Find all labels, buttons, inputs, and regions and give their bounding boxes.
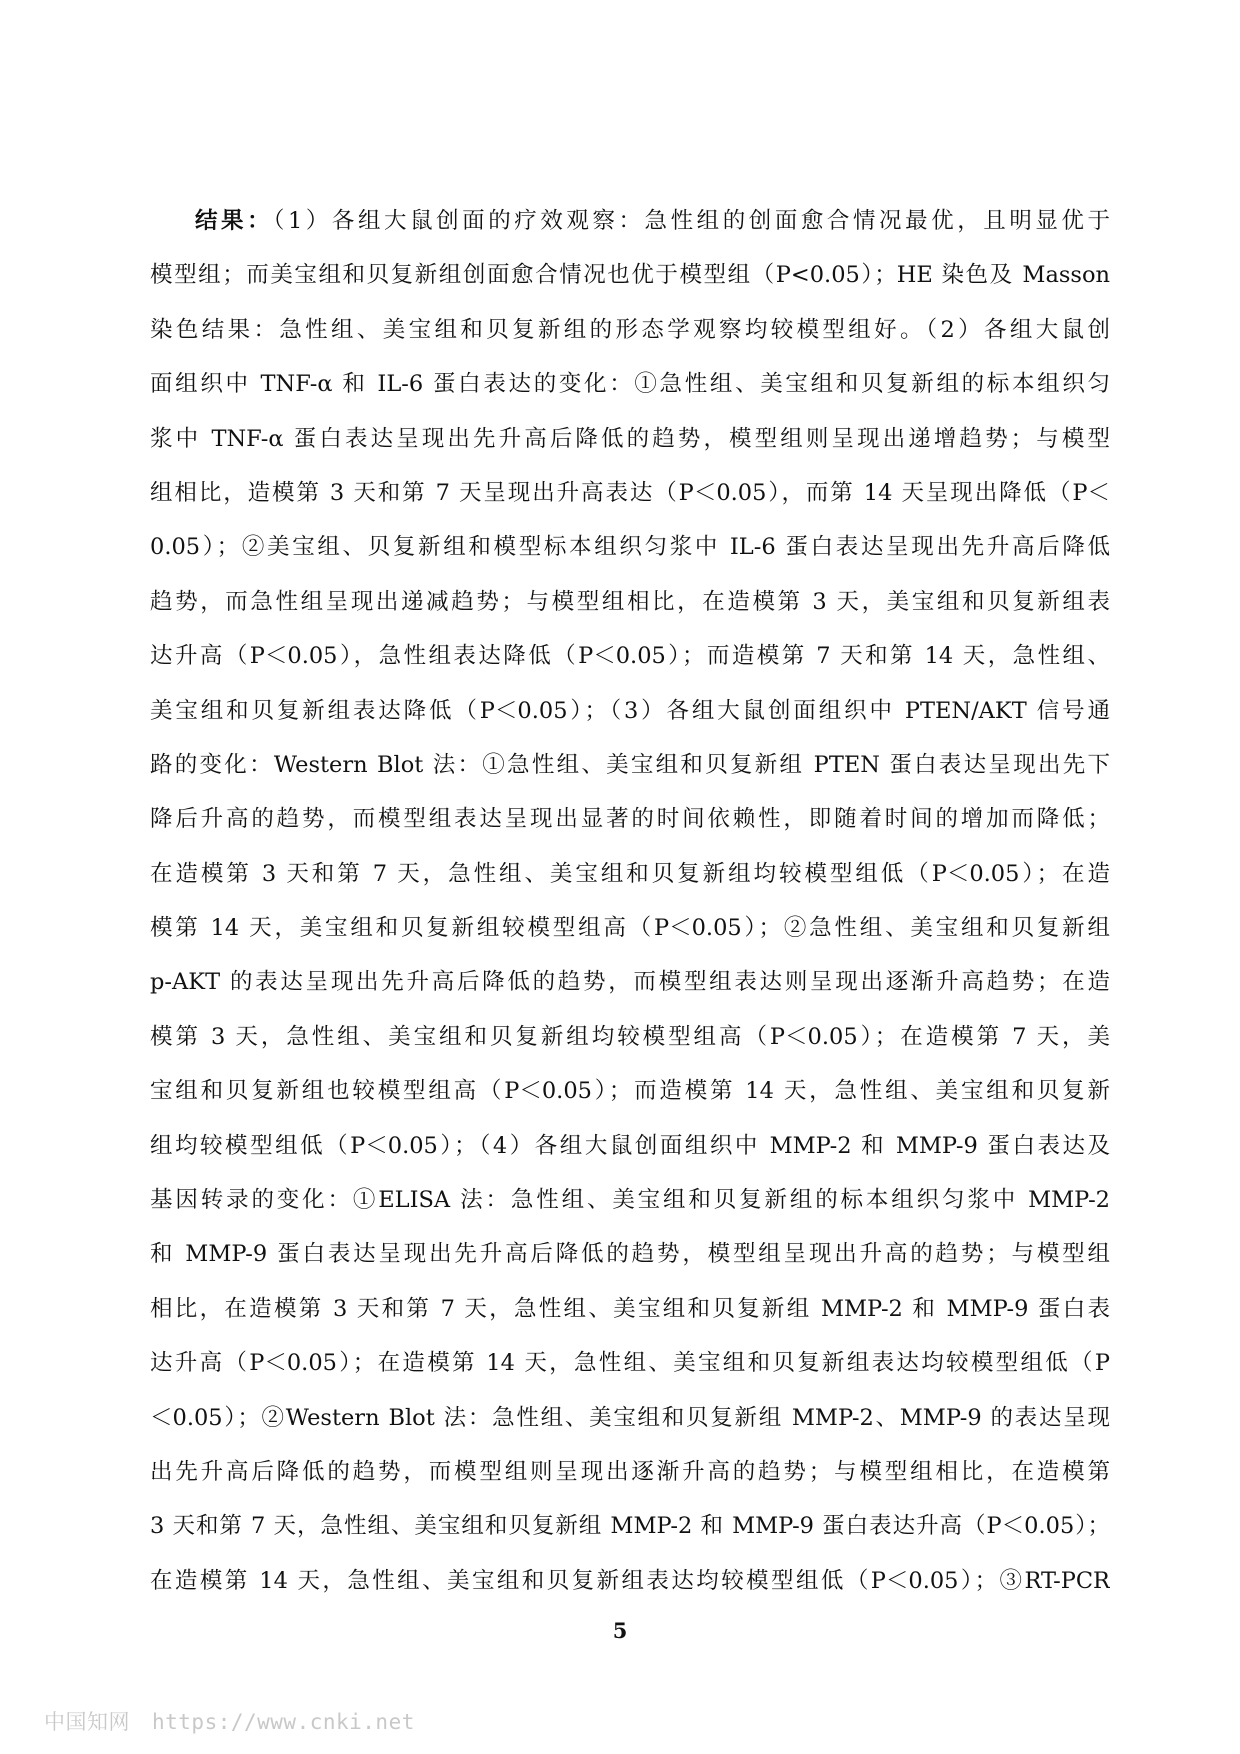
text-line: 达升高（P＜0.05）；在造模第 14 天，急性组、美宝组和贝复新组表达均较模型组低（P [150, 1350, 1110, 1377]
text-line: 组均较模型组低（P＜0.05）；（4）各组大鼠创面组织中 MMP-2 和 MMP-9 蛋白表达及 [150, 1132, 1110, 1159]
text-line: 出先升高后降低的趋势，而模型组则呈现出逐渐升高的趋势；与模型组相比，在造模第 [150, 1458, 1110, 1485]
watermark-brand: 中国知网 [44, 1710, 130, 1734]
text-line: 0.05）；②美宝组、贝复新组和模型标本组织匀浆中 IL-6 蛋白表达呈现出先升高后降低 [150, 534, 1110, 561]
text-line: 模第 3 天，急性组、美宝组和贝复新组均较模型组高（P＜0.05）；在造模第 7 天，美 [150, 1023, 1110, 1050]
text-line: 相比，在造模第 3 天和第 7 天，急性组、美宝组和贝复新组 MMP-2 和 MMP-9 蛋白表 [150, 1295, 1110, 1322]
results-label: 结果： [195, 208, 274, 234]
text-line: 面组织中 TNF-α 和 IL-6 蛋白表达的变化：①急性组、美宝组和贝复新组的标本组织匀 [150, 371, 1110, 398]
text-line: 在造模第 14 天，急性组、美宝组和贝复新组表达均较模型组低（P＜0.05）；③RT-PCR [150, 1567, 1110, 1594]
cnki-watermark [44, 1706, 415, 1736]
text-line: 和 MMP-9 蛋白表达呈现出先升高后降低的趋势，模型组呈现出升高的趋势；与模型组 [150, 1241, 1110, 1268]
text-line: 降后升高的趋势，而模型组表达呈现出显著的时间依赖性，即随着时间的增加而降低； [150, 806, 1110, 833]
text-line: p-AKT 的表达呈现出先升高后降低的趋势，而模型组表达则呈现出逐渐升高趋势；在造 [150, 969, 1110, 996]
watermark-url: https://www.cnki.net [152, 1710, 415, 1734]
text-line: 美宝组和贝复新组表达降低（P＜0.05）；（3）各组大鼠创面组织中 PTEN/AKT 信号通 [150, 697, 1110, 724]
text-line: 染色结果：急性组、美宝组和贝复新组的形态学观察均较模型组好。（2）各组大鼠创 [150, 316, 1110, 343]
text-line: 组相比，造模第 3 天和第 7 天呈现出升高表达（P＜0.05），而第 14 天呈现出降低（P＜ [150, 479, 1110, 506]
page-number: 5 [612, 1618, 628, 1643]
text-line: 趋势，而急性组呈现出递减趋势；与模型组相比，在造模第 3 天，美宝组和贝复新组表 [150, 588, 1110, 615]
text-line: 结果：（1）各组大鼠创面的疗效观察：急性组的创面愈合情况最优，且明显优于 [195, 208, 1110, 234]
text-line: 浆中 TNF-α 蛋白表达呈现出先升高后降低的趋势，模型组则呈现出递增趋势；与模型 [150, 425, 1110, 452]
text-line: 基因转录的变化：①ELISA 法：急性组、美宝组和贝复新组的标本组织匀浆中 MMP-2 [150, 1187, 1110, 1214]
text-line: 在造模第 3 天和第 7 天，急性组、美宝组和贝复新组均较模型组低（P＜0.05）；在造 [150, 860, 1110, 887]
results-paragraph [150, 194, 1110, 1608]
text-line: 达升高（P＜0.05），急性组表达降低（P＜0.05）；而造模第 7 天和第 14 天，急性组、 [150, 643, 1110, 670]
text-line: 模型组；而美宝组和贝复新组创面愈合情况也优于模型组（P<0.05）；HE 染色及 Masson [150, 262, 1110, 289]
text-line: 3 天和第 7 天，急性组、美宝组和贝复新组 MMP-2 和 MMP-9 蛋白表达升高（P＜0.05）； [150, 1513, 1110, 1540]
text-line: 模第 14 天，美宝组和贝复新组较模型组高（P＜0.05）；②急性组、美宝组和贝复新组 [150, 915, 1110, 942]
text-line: 宝组和贝复新组也较模型组高（P＜0.05）；而造模第 14 天，急性组、美宝组和贝复新 [150, 1078, 1110, 1105]
text-line: ＜0.05）；②Western Blot 法：急性组、美宝组和贝复新组 MMP-2、MMP-9 的表达呈现 [150, 1404, 1110, 1431]
text-line: 路的变化：Western Blot 法：①急性组、美宝组和贝复新组 PTEN 蛋白表达呈现出先下 [150, 751, 1110, 778]
